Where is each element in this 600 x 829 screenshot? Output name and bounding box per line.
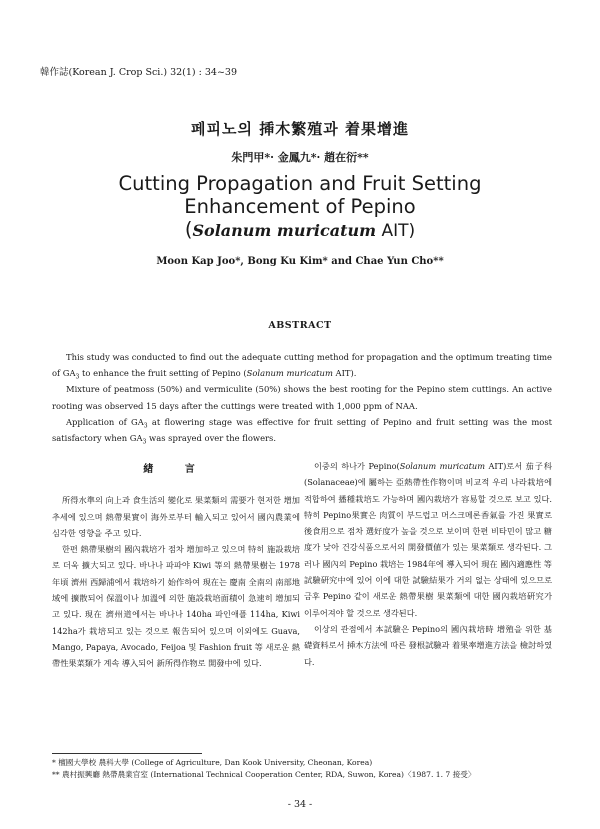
section-heading-introduction: 緖 言: [143, 464, 209, 475]
abstract-paragraph-3: Application of $GA_3$ at flowering stage was effective for fruit setting of Pepino and fruit setting was the most satisfactory when $GA_3$ was sprayed over the flowers.: [52, 416, 552, 446]
body-column-left: [52, 458, 300, 672]
korean-authors: 朱門甲*· 金鳳九*· 趙在衍**: [231, 151, 369, 164]
intro-paragraph-2: 한편 熱帶果樹의 國內栽培가 점차 增加하고 있으며 特히 施設栽培로 더욱 擴大되고 있다. 바나나 파파야 Kiwi 等의 熱帶果樹는 1978年頃 濟州 西歸浦에서 栽培하기 始作하여 現在는 慶南 全南의 南部地域에 擴散되어 保溫이나 加溫에 의한 施設栽培面積이 急速히 增加되고 있다. 現在 濟州道에서는 바나나 140ha 파인애플 114ha, Kiwi 142ha가 栽培되고 있는 것으로 報告되어 있으며 이외에도 Guava, Mango, Papaya, Avocado, Feijoa 및 Fashion fruit 等 새로운 熱帶性果菜類가 계속 導入되어 新所得作物로 開發中에 있다.: [52, 544, 300, 669]
footnote-2: ** 農村振興廳 熱帶農業官室 (International Technical Cooperation Center, RDA, Suwon, Korea)〈1987. 1. 7 接受〉: [52, 770, 476, 779]
english-title: [0, 172, 600, 243]
english-title-line1: Cutting Propagation and Fruit Setting: [118, 172, 482, 195]
journal-header: 韓作誌(Korean J. Crop Sci.) 32(1) : 34~39: [40, 67, 238, 78]
page-number: - 34 -: [287, 799, 313, 810]
korean-title: 페피노의 揷木繁殖과 着果增進: [191, 120, 409, 138]
intro-paragraph-3: 이중의 하나가 Pepino(Solanum muricatum AIT)로서 茄子科(Solanaceae)에 屬하는 亞熱帶性作物이며 비교적 우리 나라栽培에 적합하여 播種栽培도 가능하며 國內栽培가 容易할 것으로 보고 있다. 特히 Pepino果實은 肉質이 부드럽고 머스크메론香氣를 가진 果實로 後食用으로 점차 選好度가 높을 것으로 보이며 한편 비타민이 많고 糖度가 낮아 건강식품으로서의 開發價値가 있는 果菜類로 생각된다. 그러나 國內의 Pepino 栽培는 1984年에 導入되어 現在 國內適應性 等 試驗硏究中에 있어 이에 대한 試驗結果가 거의 없는 상태에 있으므로 금후 Pepino 같이 새로운 熱帶果樹 果菜類에 대한 國內栽培硏究가 이루어져야 할 것으로 생각된다.: [304, 461, 552, 618]
english-title-line2: Enhancement of Pepino: [184, 195, 416, 218]
footnote-1: * 檀國大學校 農科大學 (College of Agriculture, Dan Kook University, Cheonan, Korea): [52, 758, 373, 767]
abstract-paragraph-2: Mixture of peatmoss (50%) and vermiculite (50%) shows the best rooting for the Pepino stem cuttings. An active rooting was observed 15 days after the cuttings were treated with 1,000 ppm of NAA.: [52, 384, 552, 411]
species-name: Solanum muricatum: [192, 221, 377, 240]
abstract-paragraph-1: This study was conducted to find out the adequate cutting method for propagation and the optimum treating time of $GA_3$ to enhance the fruit setting of Pepino (Solanum muricatum AIT).: [52, 352, 552, 381]
abstract-body: [52, 349, 552, 446]
abstract-heading: ABSTRACT: [268, 320, 332, 331]
footnote-divider: [52, 753, 202, 754]
intro-paragraph-4: 이상의 관점에서 本試驗은 Pepino의 國內栽培時 增殖을 위한 基礎資料로서 揷木方法에 따른 發根試驗과 着果率增進方法을 檢討하였다.: [304, 623, 552, 667]
english-title-species-line: [0, 218, 600, 243]
intro-paragraph-1: 所得水準의 向上과 食生活의 變化로 果菜類의 需要가 현저한 增加추세에 있으며 熱帶果實이 海外로부터 輸入되고 있어서 國內農業에 심각한 영향을 주고 있다.: [52, 495, 300, 538]
species-author: AIT): [376, 221, 416, 241]
english-authors: Moon Kap Joo*, Bong Ku Kim* and Chae Yun Cho**: [156, 256, 444, 267]
body-column-right: [304, 458, 552, 670]
species-open-paren: (: [184, 218, 193, 241]
